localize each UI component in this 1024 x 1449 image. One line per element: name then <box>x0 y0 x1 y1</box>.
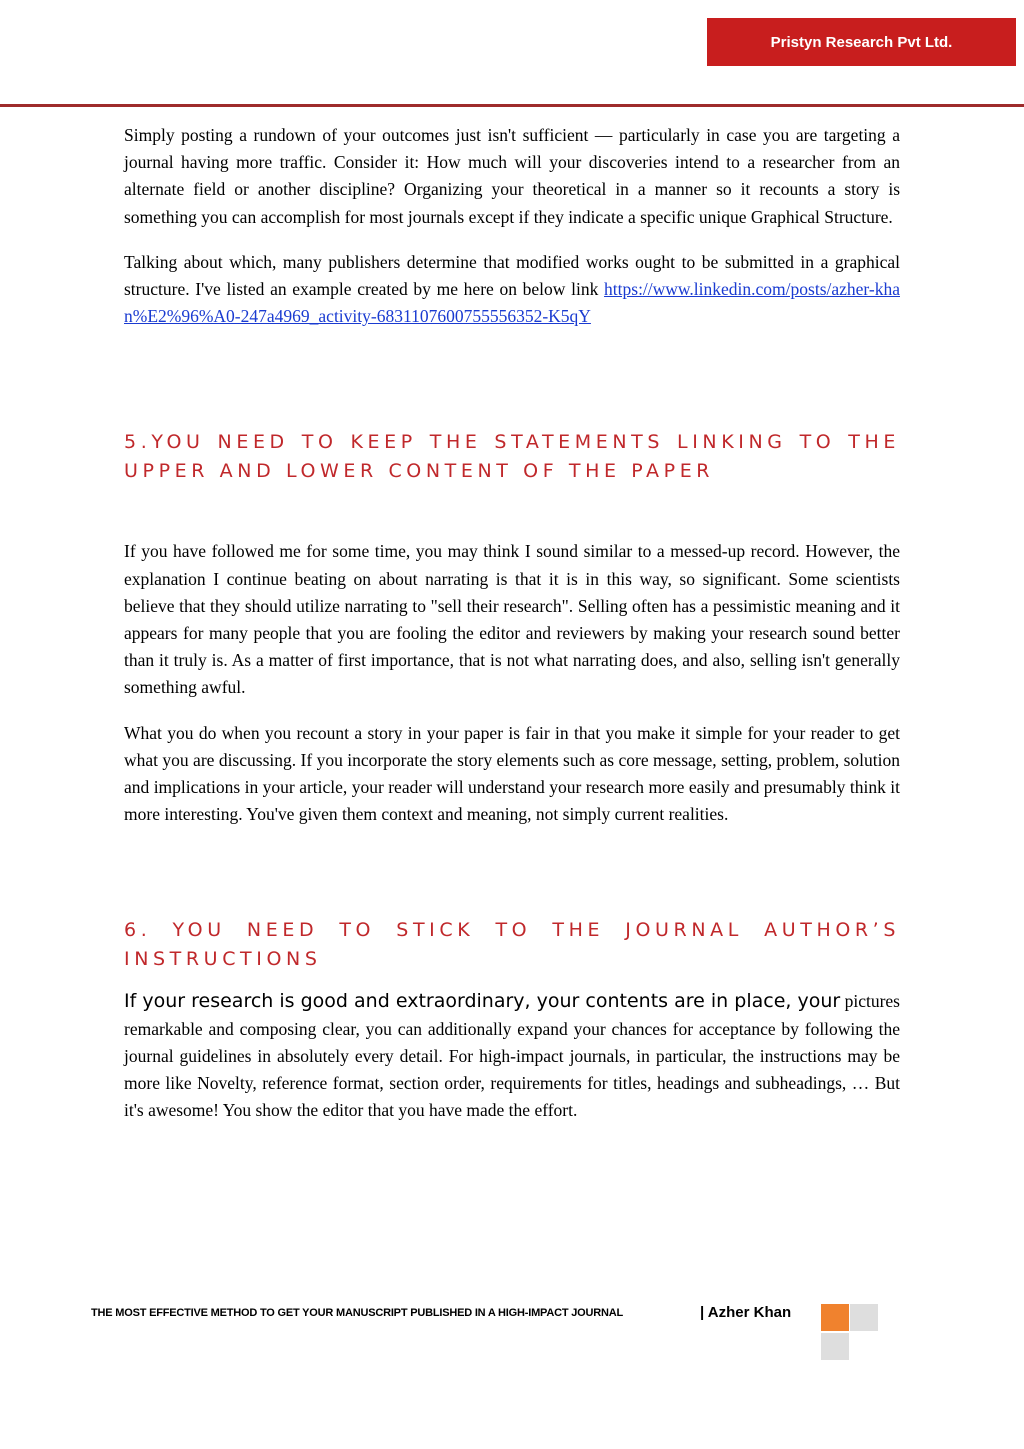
section-5-heading: 5.YOU NEED TO KEEP THE STATEMENTS LINKING TO THE UPPER AND LOWER CONTENT OF THE PAPER <box>124 431 900 483</box>
section-5-paragraph-2: What you do when you recount a story in your paper is fair in that you make it simple for your reader to get what you are discussing. If you incorporate the story elements such as core message, setting, problem, solution and implications in your article, your reader will understand your research more easily and presumably think it more interesting. You've given them context and meaning, not simply current realities. <box>124 722 900 825</box>
spacer <box>124 348 900 428</box>
section-6-lead-in: If your research is good and extraordinary, your contents are in place, your <box>124 990 841 1013</box>
footer-orange-square <box>821 1304 849 1331</box>
spacer <box>124 974 900 988</box>
linkedin-post-link[interactable]: https://www.linkedin.com/posts/azher-khan%E2%96%A0-247a4969_activity-6831107600755556352-K5qY <box>124 279 900 327</box>
spacer <box>124 486 900 538</box>
footer-grey-square <box>850 1304 878 1331</box>
company-badge <box>707 18 1016 66</box>
intro-paragraph-2 <box>124 249 900 331</box>
footer-author: | Azher Khan <box>700 1304 792 1321</box>
section-6-paragraph <box>124 988 900 1124</box>
footer-document-title: THE MOST EFFECTIVE METHOD TO GET YOUR MANUSCRIPT PUBLISHED IN A HIGH-IMPACT JOURNAL <box>91 1307 623 1319</box>
header-divider <box>0 104 1024 107</box>
intro-paragraph-1: Simply posting a rundown of your outcomes just isn't sufficient — particularly in case you are targeting a journal having more traffic. Consider it: How much will your discoveries intend to a researcher from an alternate field or another discipline? Organizing your theoretical in a manner so it recounts a story is something you can accomplish for most journals except if they indicate a specific unique Graphical Structure. <box>124 125 900 227</box>
company-name: Pristyn Research Pvt Ltd. <box>770 33 953 51</box>
page-content <box>124 122 900 1142</box>
section-6-heading: 6. YOU NEED TO STICK TO THE JOURNAL AUTHOR’S INSTRUCTIONS <box>124 919 900 971</box>
section-5-paragraph-1: If you have followed me for some time, you may think I sound similar to a messed-up record. However, the explanation I continue beating on about narrating is that it is in this way, so significant. Some scientists believe that they should utilize narrating to "sell their research". Selling often has a pessimistic meaning and it appears for many people that you are fooling the editor and reviewers by making your research sound better than it truly is. As a matter of first importance, that is not what narrating does, and also, selling isn't generally something awful. <box>124 541 900 698</box>
spacer <box>124 846 900 916</box>
section-6-body: pictures remarkable and composing clear, you can additionally expand your chances for acceptance by following the journal guidelines in absolutely every detail. For high-impact journals, in particular, the instructions may be more like Novelty, reference format, section order, requirements for titles, headings and subheadings, … But it's awesome! You show the editor that you have made the effort. <box>124 991 900 1121</box>
footer-grey-square <box>821 1333 849 1360</box>
intro-paragraph-2-text: Talking about which, many publishers determine that modified works ought to be submitted in a graphical structure. I've listed an example created by me here on below link <box>124 251 900 300</box>
